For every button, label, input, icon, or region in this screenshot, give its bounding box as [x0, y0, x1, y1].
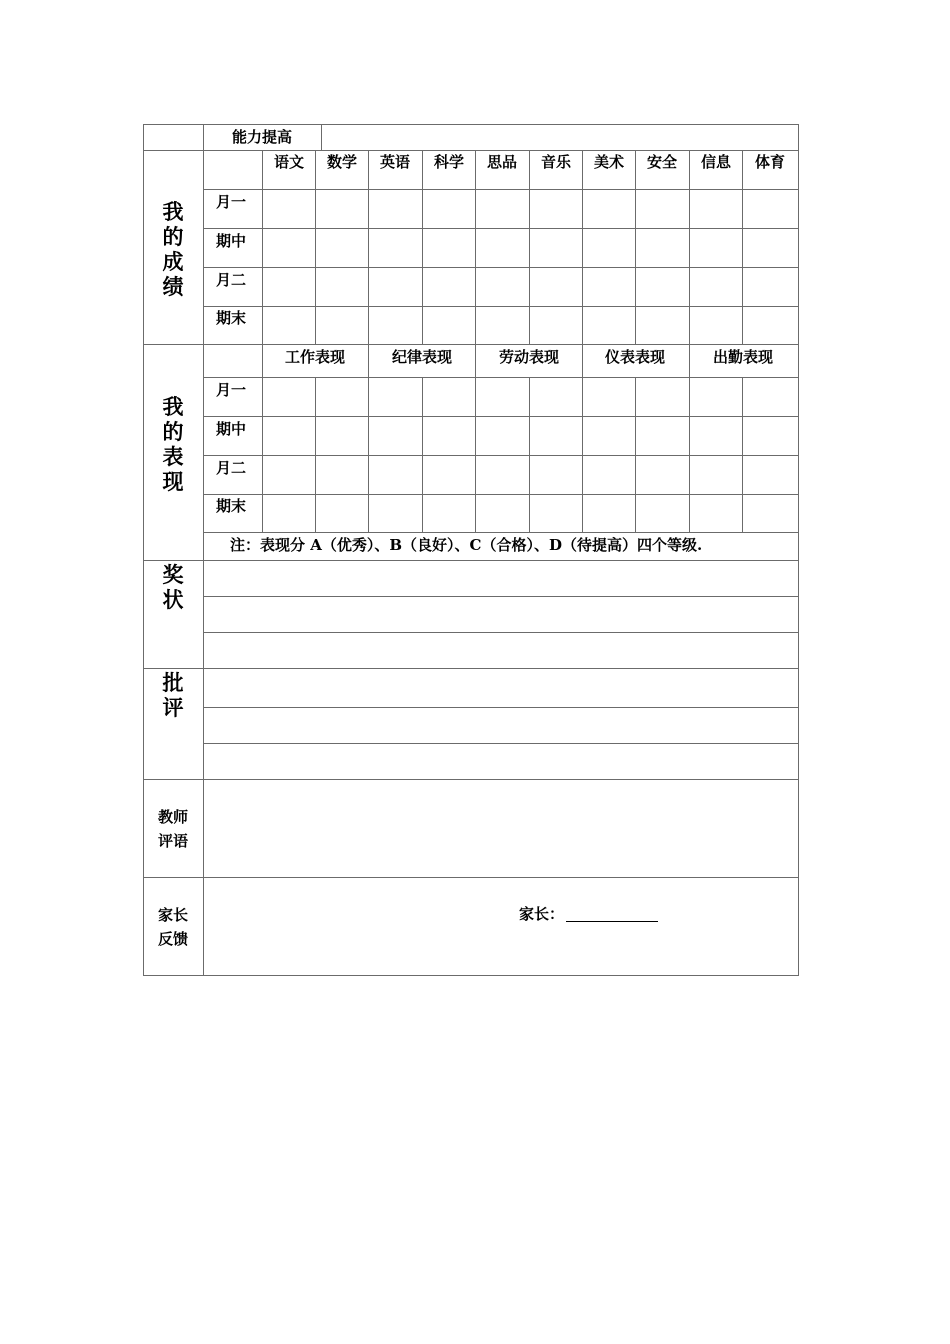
table-rule	[203, 228, 799, 229]
subject-header: 安全	[646, 153, 678, 171]
table-rule	[422, 150, 423, 344]
performance-category-header: 出勤表现	[712, 348, 774, 366]
grade-row-label: 期中	[216, 232, 247, 250]
subject-header: 信息	[700, 153, 732, 171]
table-rule	[315, 377, 316, 532]
table-rule	[689, 344, 690, 532]
table-rule	[582, 344, 583, 532]
table-rule	[143, 668, 799, 669]
grade-row-label: 期末	[216, 309, 247, 327]
performance-category-header: 仪表表现	[604, 348, 666, 366]
table-rule	[203, 455, 799, 456]
subject-header: 体育	[754, 153, 786, 171]
table-rule	[203, 494, 799, 495]
table-rule	[203, 306, 799, 307]
ability-label: 能力提高	[231, 128, 293, 146]
table-rule	[143, 150, 799, 151]
table-rule	[203, 743, 799, 744]
table-rule	[203, 596, 799, 597]
table-rule	[321, 124, 322, 150]
performance-grade-note: 注：表现分 A（优秀）、B（良好）、C（合格）、D（待提高）四个等级.	[230, 536, 703, 554]
table-rule	[203, 189, 799, 190]
performance-row-label: 月二	[216, 459, 247, 477]
table-border-left	[143, 124, 144, 976]
subject-header: 思品	[486, 153, 518, 171]
table-rule	[475, 150, 476, 344]
table-rule	[143, 877, 799, 878]
table-rule	[582, 150, 583, 344]
table-rule	[635, 377, 636, 532]
table-rule	[635, 150, 636, 344]
teacher-comment-label: 教师评语	[157, 808, 188, 850]
subject-header: 英语	[379, 153, 411, 171]
performance-category-header: 劳动表现	[498, 348, 560, 366]
table-border-bottom	[143, 975, 799, 976]
grade-row-label: 月一	[216, 193, 247, 211]
table-rule	[529, 377, 530, 532]
parent-signature	[519, 907, 658, 922]
performance-row-label: 期中	[216, 420, 247, 438]
table-rule	[742, 150, 743, 344]
table-rule	[143, 779, 799, 780]
table-rule	[422, 377, 423, 532]
performance-row-label: 期末	[216, 497, 247, 515]
performance-section-title: 我的表现	[162, 395, 184, 494]
table-rule	[742, 377, 743, 532]
table-rule	[203, 267, 799, 268]
subject-header: 数学	[326, 153, 358, 171]
table-rule	[203, 707, 799, 708]
parent-signature-line[interactable]	[566, 907, 658, 922]
parent-feedback-label: 家长反馈	[157, 906, 188, 948]
performance-category-header: 工作表现	[284, 348, 346, 366]
parent-signature-label: 家长：	[519, 905, 565, 923]
performance-row-label: 月一	[216, 381, 247, 399]
subject-header: 科学	[433, 153, 465, 171]
grade-row-label: 月二	[216, 271, 247, 289]
table-rule	[203, 632, 799, 633]
table-rule	[475, 344, 476, 532]
table-rule	[203, 532, 799, 533]
table-rule	[143, 560, 799, 561]
table-rule	[262, 150, 263, 344]
table-border-right	[798, 124, 799, 976]
subject-header: 语文	[273, 153, 305, 171]
table-rule	[203, 416, 799, 417]
table-border-top	[143, 124, 799, 125]
table-rule	[368, 344, 369, 532]
table-rule	[315, 150, 316, 344]
subject-header: 美术	[593, 153, 625, 171]
table-rule	[529, 150, 530, 344]
table-rule	[689, 150, 690, 344]
performance-category-header: 纪律表现	[391, 348, 453, 366]
table-rule	[203, 124, 204, 976]
grades-section-title: 我的成绩	[162, 200, 184, 299]
table-rule	[143, 344, 799, 345]
subject-header: 音乐	[540, 153, 572, 171]
table-rule	[262, 344, 263, 532]
table-rule	[368, 150, 369, 344]
awards-section-title: 奖状	[162, 563, 184, 612]
criticism-section-title: 批评	[162, 671, 184, 720]
table-rule	[203, 377, 799, 378]
